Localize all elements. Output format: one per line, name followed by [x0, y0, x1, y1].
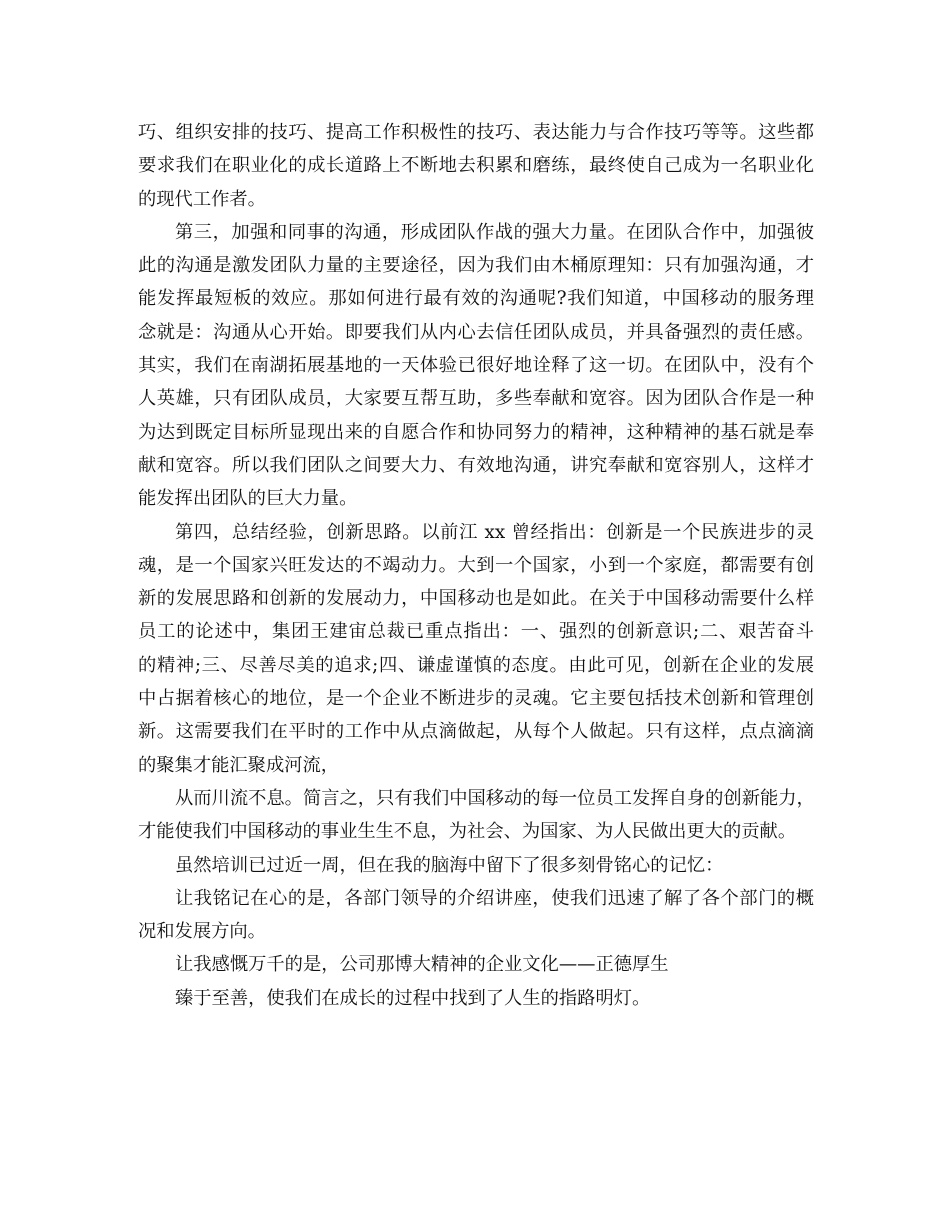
text-line: 的现代工作者。 [138, 188, 266, 210]
text-line: 要求我们在职业化的成长道路上不断地去积累和磨练，最终使自己成为一名职业化 [138, 155, 814, 177]
text-line: 才能使我们中国移动的事业生生不息，为社会、为国家、为人民做出更大的贡献。 [138, 821, 797, 843]
text-line: 能发挥出团队的巨大力量。 [138, 488, 358, 510]
text-line: 能发挥最短板的效应。那如何进行最有效的沟通呢?我们知道，中国移动的服务理 [138, 288, 814, 310]
text-line: 念就是：沟通从心开始。即要我们从内心去信任团队成员，并具备强烈的责任感。 [138, 321, 814, 343]
text-line: 第四，总结经验，创新思路。以前江 xx 曾经指出：创新是一个民族进步的灵 [175, 521, 814, 543]
text-line: 让我铭记在心的是，各部门领导的介绍讲座，使我们迅速了解了各个部门的概 [175, 887, 814, 909]
text-line: 的精神;三、尽善尽美的追求;四、谦虚谨慎的态度。由此可见，创新在企业的发展 [138, 654, 814, 676]
text-line: 况和发展方向。 [138, 921, 266, 943]
text-line: 魂，是一个国家兴旺发达的不竭动力。大到一个国家，小到一个家庭，都需要有创 [138, 554, 814, 576]
text-line: 新的发展思路和创新的发展动力，中国移动也是如此。在关于中国移动需要什么样 [138, 588, 814, 610]
text-line: 人英雄，只有团队成员，大家要互帮互助，多些奉献和宽容。因为团队合作是一种 [138, 388, 814, 410]
text-line: 献和宽容。所以我们团队之间要大力、有效地沟通，讲究奉献和宽容别人，这样才 [138, 454, 814, 476]
document-body [138, 116, 814, 1015]
text-line: 员工的论述中，集团王建宙总裁已重点指出：一、强烈的创新意识;二、艰苦奋斗 [138, 621, 814, 643]
text-line: 巧、组织安排的技巧、提高工作积极性的技巧、表达能力与合作技巧等等。这些都 [138, 122, 814, 143]
text-line: 为达到既定目标所显现出来的自愿合作和协同努力的精神，这种精神的基石就是奉 [138, 421, 814, 443]
text-line: 此的沟通是激发团队力量的主要途径，因为我们由木桶原理知：只有加强沟通，才 [138, 255, 814, 277]
text-line: 从而川流不息。简言之，只有我们中国移动的每一位员工发挥自身的创新能力， [175, 787, 815, 809]
text-line: 让我感慨万千的是，公司那博大精神的企业文化——正德厚生 [175, 954, 669, 976]
text-line: 新。这需要我们在平时的工作中从点滴做起，从每个人做起。只有这样，点点滴滴 [138, 721, 814, 743]
text-line: 臻于至善，使我们在成长的过程中找到了人生的指路明灯。 [175, 987, 651, 1009]
text-line: 第三，加强和同事的沟通，形成团队作战的强大力量。在团队合作中，加强彼 [175, 221, 814, 243]
text-line: 虽然培训已过近一周，但在我的脑海中留下了很多刻骨铭心的记忆： [175, 854, 724, 876]
text-line: 中占据着核心的地位，是一个企业不断进步的灵魂。它主要包括技术创新和管理创 [138, 688, 814, 710]
text-line: 其实，我们在南湖拓展基地的一天体验已很好地诠释了这一切。在团队中，没有个 [138, 355, 814, 377]
text-line: 的聚集才能汇聚成河流， [138, 754, 340, 776]
